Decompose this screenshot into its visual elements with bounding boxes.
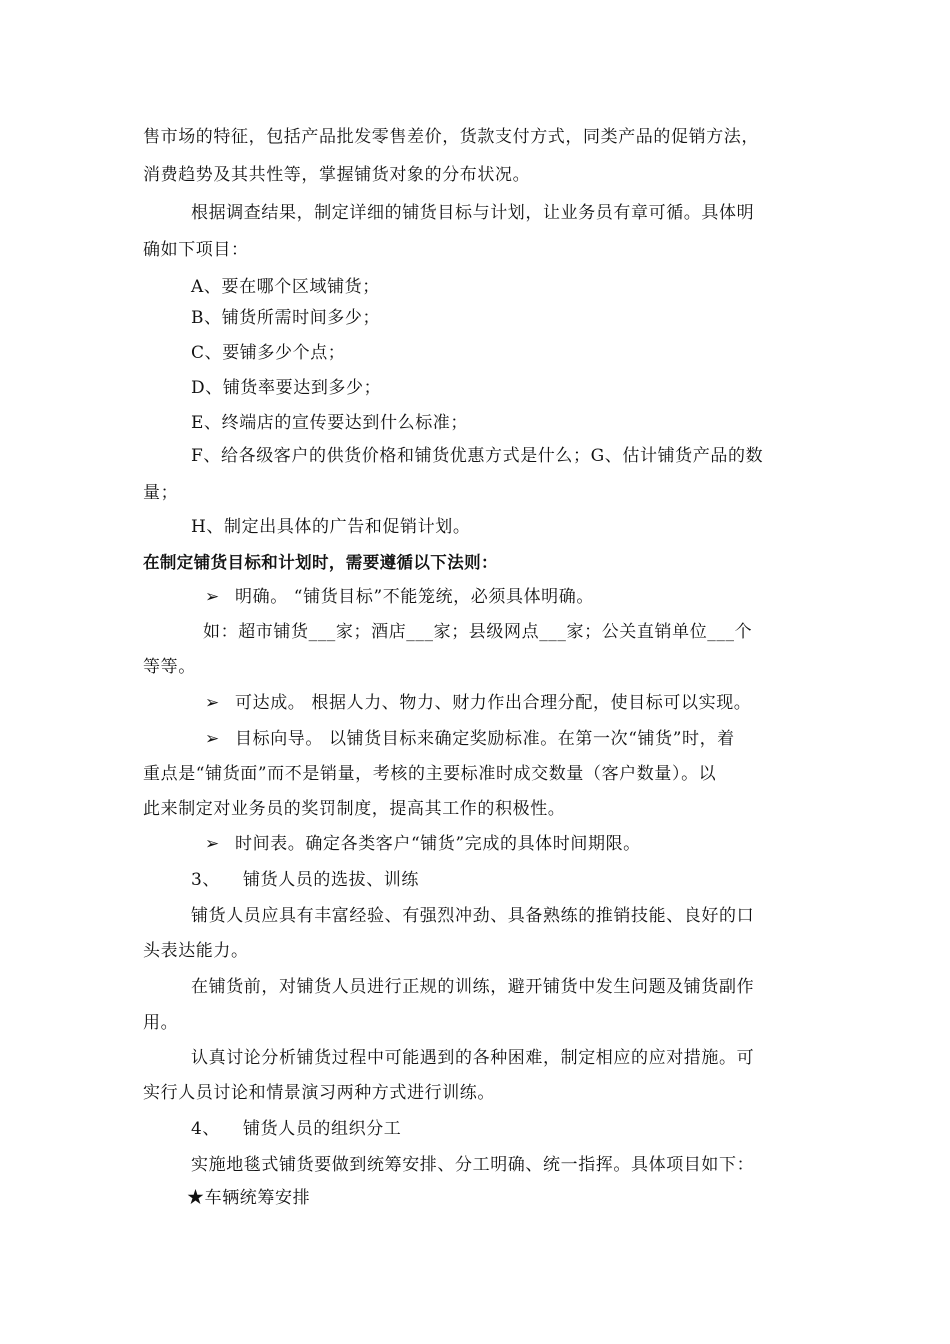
paragraph-line: 此来制定对业务员的奖罚制度，提高其工作的积极性。 <box>143 799 566 819</box>
paragraph-line: 确如下项目： <box>143 240 249 260</box>
arrow-bullet-icon: ➢ <box>205 834 220 854</box>
paragraph-line: 头表达能力。 <box>143 941 249 961</box>
section-number-heading: 3、 铺货人员的选拔、训练 <box>191 870 419 890</box>
arrow-bullet-icon: ➢ <box>205 729 220 749</box>
list-item: B、铺货所需时间多少； <box>191 308 381 328</box>
arrow-bullet-icon: ➢ <box>205 587 220 607</box>
paragraph-line: 认真讨论分析铺货过程中可能遇到的各种困难，制定相应的应对措施。可 <box>191 1048 755 1068</box>
paragraph-line: 根据调查结果，制定详细的铺货目标与计划，让业务员有章可循。具体明 <box>191 203 755 223</box>
star-list-item: ★车辆统筹安排 <box>187 1188 311 1208</box>
paragraph-line: 消费趋势及其共性等，掌握铺货对象的分布状况。 <box>143 165 531 185</box>
section-heading: 在制定铺货目标和计划时，需要遵循以下法则： <box>143 553 498 572</box>
arrow-bullet-icon: ➢ <box>205 693 220 713</box>
section-number-heading: 4、 铺货人员的组织分工 <box>191 1119 402 1139</box>
paragraph-line: 用。 <box>143 1013 179 1033</box>
list-item: F、给各级客户的供货价格和铺货优惠方式是什么；G、估计铺货产品的数 <box>191 446 764 466</box>
paragraph-line: 如：超市铺货___家；酒店___家；县级网点___家；公关直销单位___个 <box>203 622 753 642</box>
paragraph-line: 实行人员讨论和情景演习两种方式进行训练。 <box>143 1083 495 1103</box>
list-item: H、制定出具体的广告和促销计划。 <box>191 517 471 537</box>
paragraph-line: 铺货人员应具有丰富经验、有强烈冲劲、具备熟练的推销技能、良好的口 <box>191 906 755 926</box>
list-item: D、铺货率要达到多少； <box>191 378 382 398</box>
list-item: E、终端店的宣传要达到什么标准； <box>191 413 469 433</box>
paragraph-line: 量； <box>143 483 179 503</box>
bullet-item: ➢ 目标向导。 以铺货目标来确定奖励标准。在第一次“铺货”时，着 <box>205 729 735 749</box>
paragraph-line: 重点是“铺货面”而不是销量，考核的主要标准时成交数量（客户数量）。以 <box>143 764 717 784</box>
paragraph-line: 在铺货前，对铺货人员进行正规的训练，避开铺货中发生问题及铺货副作 <box>191 977 755 997</box>
list-item: C、要铺多少个点； <box>191 343 346 363</box>
paragraph-line: 等等。 <box>143 657 196 677</box>
paragraph-line: 售市场的特征，包括产品批发零售差价，货款支付方式，同类产品的促销方法， <box>143 127 759 147</box>
paragraph-line: 实施地毯式铺货要做到统筹安排、分工明确、统一指挥。具体项目如下： <box>191 1155 755 1175</box>
bullet-item: ➢ 明确。 “铺货目标”不能笼统，必须具体明确。 <box>205 587 594 607</box>
bullet-item: ➢ 可达成。 根据人力、物力、财力作出合理分配，使目标可以实现。 <box>205 693 752 713</box>
bullet-item: ➢ 时间表。确定各类客户“铺货”完成的具体时间期限。 <box>205 834 641 854</box>
list-item: A、要在哪个区域铺货； <box>191 277 380 297</box>
